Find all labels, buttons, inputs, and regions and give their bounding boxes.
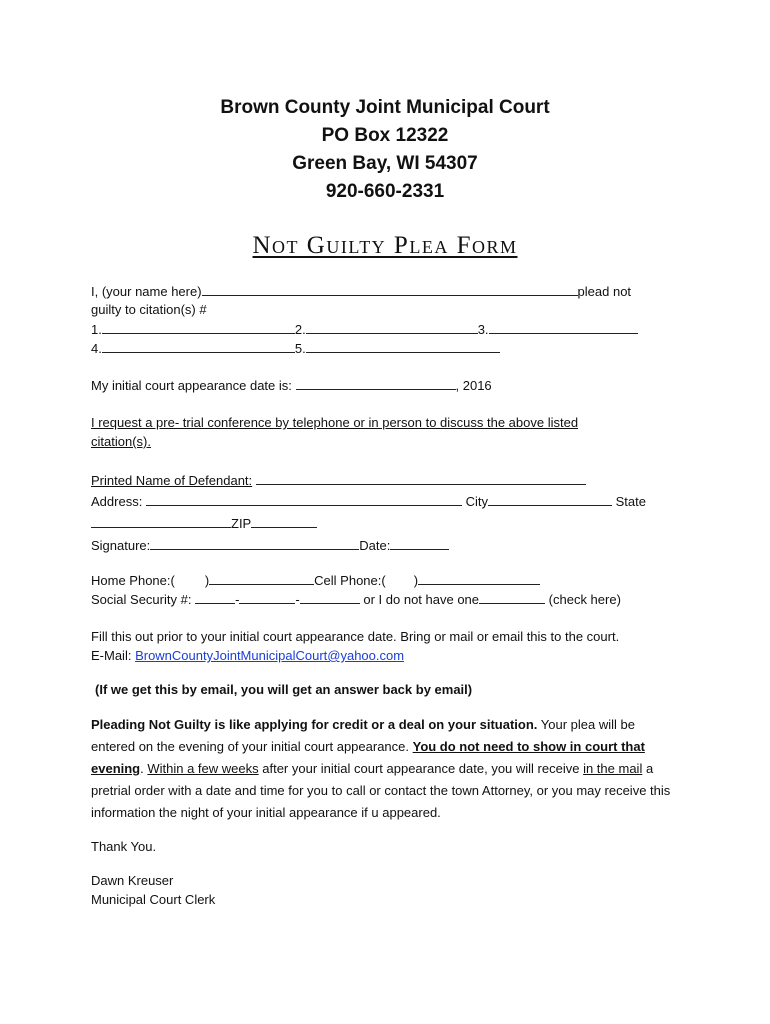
email-note: (If we get this by email, you will get an answer back by email) [95, 682, 473, 697]
explanation-in-mail: in the mail [583, 761, 643, 776]
conference-line-2: citation(s). [91, 434, 151, 449]
address-label: Address: [91, 494, 143, 509]
date-field[interactable] [390, 536, 449, 550]
instructions-line: Fill this out prior to your initial court appearance date. Bring or mail or email this to the court. [91, 629, 620, 644]
state-field[interactable] [91, 514, 231, 528]
explanation-paragraph [91, 714, 676, 824]
ssn-field-3[interactable] [300, 590, 360, 604]
plead-not-text: plead not [577, 284, 632, 299]
explanation-text-1: Your plea will be entered on the evening of your initial court appearance. [91, 717, 635, 754]
ssn-field-1[interactable] [195, 590, 235, 604]
explanation-no-show: You do not need to show in court that evening [91, 739, 645, 776]
citation-5-field[interactable] [306, 339, 500, 353]
thank-you: Thank You. [91, 839, 157, 854]
citation-3-label: 3. [477, 322, 489, 337]
signature-label: Signature: [91, 538, 151, 553]
citation-1-label: 1. [91, 322, 102, 337]
city-label: City [465, 494, 488, 509]
zip-field[interactable] [251, 514, 317, 528]
signature-row [91, 536, 449, 555]
explanation-text-3: after your initial court appearance date, you will receive [258, 761, 584, 776]
home-phone-label: Home Phone:( [91, 573, 175, 588]
form-title: Not Guilty Plea Form [252, 232, 518, 259]
ssn-label: Social Security #: [91, 592, 192, 607]
printed-name-row [91, 471, 586, 490]
appearance-date-field[interactable] [296, 376, 456, 390]
court-city: Green Bay, WI 54307 [292, 153, 478, 174]
check-here-label: (check here) [548, 592, 621, 607]
date-label: Date: [359, 538, 391, 553]
name-label: I, (your name here) [91, 284, 202, 299]
citation-row-1 [91, 320, 638, 339]
court-name: Brown County Joint Municipal Court [220, 97, 550, 118]
conference-line-1: I request a pre- trial conference by telephone or in person to discuss the above listed [91, 415, 579, 430]
zip-row [91, 514, 317, 533]
zip-label: ZIP [231, 516, 252, 531]
signature-field[interactable] [150, 536, 359, 550]
address-row [91, 492, 646, 511]
name-row [91, 282, 631, 301]
appearance-year: , 2016 [455, 378, 492, 393]
citation-2-field[interactable] [306, 320, 478, 334]
no-ssn-checkbox[interactable] [479, 590, 545, 604]
explanation-few-weeks: Within a few weeks [147, 761, 259, 776]
ssn-row [91, 590, 621, 609]
citation-label-row [91, 301, 207, 319]
home-phone-field[interactable] [209, 571, 314, 585]
ssn-dash-1: - [235, 592, 240, 607]
city-field[interactable] [488, 492, 612, 506]
email-link[interactable]: BrownCountyJointMunicipalCourt@yahoo.com [135, 648, 405, 663]
clerk-name: Dawn Kreuser [91, 873, 174, 888]
citation-4-label: 4. [91, 341, 102, 356]
explanation-text-2: . [140, 761, 148, 776]
no-ssn-label: or I do not have one [363, 592, 480, 607]
name-field[interactable] [202, 282, 578, 296]
appearance-row [91, 376, 492, 395]
appearance-label: My initial court appearance date is: [91, 378, 292, 393]
citation-5-label: 5. [294, 341, 306, 356]
citation-1-field[interactable] [102, 320, 295, 334]
citation-label: guilty to citation(s) # [91, 302, 207, 317]
citation-row-2 [91, 339, 500, 358]
clerk-title: Municipal Court Clerk [91, 892, 216, 907]
ssn-field-2[interactable] [239, 590, 295, 604]
cell-phone-paren: ) [413, 573, 419, 588]
email-label: E-Mail: [91, 648, 136, 663]
ssn-dash-2: - [295, 592, 300, 607]
email-row [91, 647, 404, 665]
printed-name-label: Printed Name of Defendant: [91, 473, 253, 488]
printed-name-field[interactable] [256, 471, 586, 485]
citation-3-field[interactable] [489, 320, 638, 334]
address-field[interactable] [146, 492, 462, 506]
explanation-text-4: a pretrial order with a date and time for you to call or contact the town Attorney, or you may receive this information the night of your initial appearance if u appeared. [91, 761, 671, 820]
cell-phone-label: Cell Phone:( [314, 573, 386, 588]
court-po-box: PO Box 12322 [321, 125, 449, 146]
state-label: State [615, 494, 646, 509]
explanation-lead: Pleading Not Guilty is like applying for credit or a deal on your situation. [91, 717, 538, 732]
cell-phone-field[interactable] [418, 571, 540, 585]
phone-row [91, 571, 540, 590]
citation-4-field[interactable] [102, 339, 295, 353]
citation-2-label: 2. [294, 322, 306, 337]
court-phone: 920-660-2331 [325, 181, 445, 202]
court-header [0, 94, 770, 206]
home-phone-paren: ) [204, 573, 210, 588]
